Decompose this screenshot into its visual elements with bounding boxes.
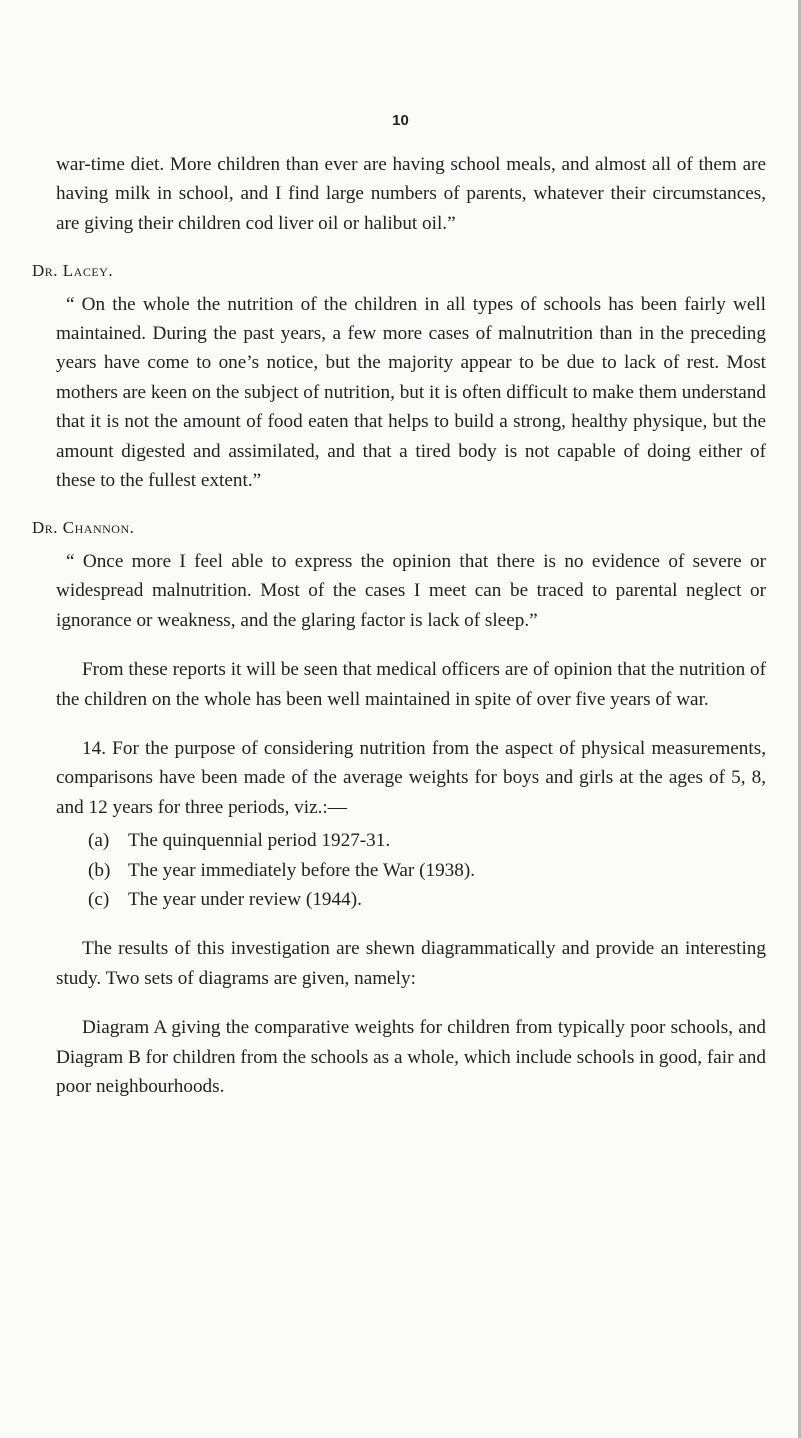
list-item-text: The year under review (1944). <box>128 888 362 910</box>
paragraph-results: The results of this investigation are shewn diagrammatically and provide an interesting study. Two sets of diagrams are given, namely: <box>56 938 766 989</box>
paragraph-war-time-diet: war-time diet. More children than ever are having school meals, and almost all of them are having milk in school, and I find large numbers of parents, whatever their circumstances, are giving their children cod liver oil or halibut oil.” <box>56 154 766 234</box>
list-item <box>88 856 766 885</box>
document-body <box>32 150 766 1101</box>
list-item-label: (b) <box>88 859 111 881</box>
quote-lacey: “ On the whole the nutrition of the children in all types of schools has been fairly well maintained. During the past years, a few more cases of malnutrition than in the preceding years have come to one’s notice, but the majority appear to be due to lack of rest. Most mothers are keen on the subject of nutrition, but it is often difficult to make them understand that it is not the amount of food eaten that helps to build a strong, healthy physique, but the amount digested and assimilated, and that a tired body is not capable of doing either of these to the fullest extent.” <box>56 293 766 492</box>
periods-list <box>88 826 766 914</box>
paragraph-summary: From these reports it will be seen that medical officers are of opinion that the nutrition of the children on the whole has been well maintained in spite of over five years of war. <box>56 659 766 710</box>
quote-channon: “ Once more I feel able to express the opinion that there is no evidence of severe or widespread malnutrition. Most of the cases I meet can be traced to parental neglect or ignorance or weakness, and the glaring factor is lack of sleep.” <box>56 550 766 631</box>
paragraph-diagrams: Diagram A giving the comparative weights for children from typically poor schools, and Diagram B for children from the schools as a whole, which include schools in good, fair and poor neighbourhoods. <box>56 1017 766 1097</box>
list-item-text: The year immediately before the War (1938). <box>128 859 476 881</box>
speaker-name: Dr. Lacey. <box>32 261 114 281</box>
list-item-label: (c) <box>88 888 110 910</box>
list-item-text: The quinquennial period 1927-31. <box>128 830 391 852</box>
list-item <box>88 885 766 914</box>
list-item-label: (a) <box>88 830 110 852</box>
list-item <box>88 826 766 855</box>
paragraph-14: 14. For the purpose of considering nutrition from the aspect of physical measurements, comparisons have been made of the average weights for boys and girls at the ages of 5, 8, and 12 years for three periods, viz.:— <box>56 737 766 818</box>
speaker-heading-lacey <box>32 256 766 285</box>
speaker-heading-channon <box>32 513 766 542</box>
speaker-name: Dr. Channon. <box>32 518 135 538</box>
page-number: 10 <box>392 112 409 129</box>
